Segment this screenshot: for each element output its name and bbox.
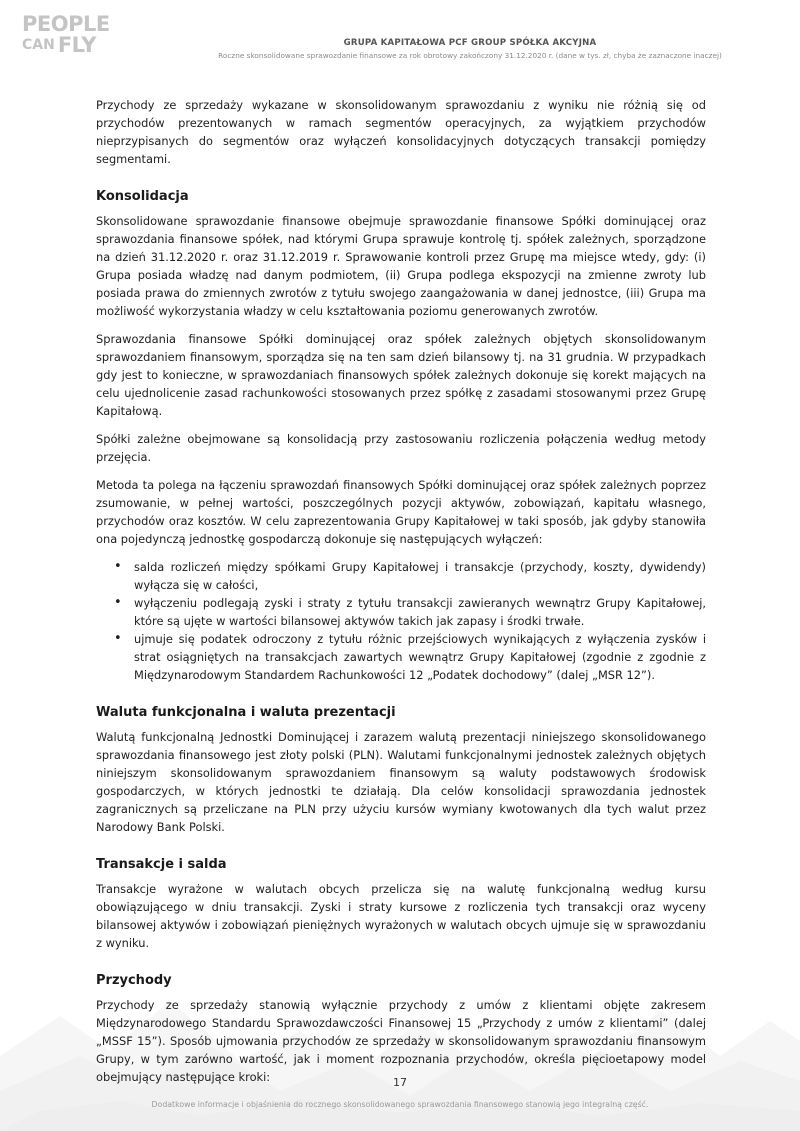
page-footer: Dodatkowe informacje i objaśnienia do rocznego skonsolidowanego sprawozdania finansowego stanowią jego integralną część.: [151, 1100, 649, 1109]
paragraph: Walutą funkcjonalną Jednostki Dominującej i zarazem walutą prezentacji niniejszego skonsolidowanego sprawozdania finansowego jest złoty polski (PLN). Walutami funkcjonalnymi jednostek zależnych objętych niniejszym skonsolidowanym sprawozdaniem finansowym są waluty podstawowych środowisk gospodarczych, w których jednostki te działają. Dla celów konsolidacji sprawozdania jednostek zagranicznych są przeliczane na PLN przy użyciu kursów wymiany kwotowanych dla tych walut przez Narodowy Bank Polski.: [96, 730, 706, 834]
list-item: • ujmuje się podatek odroczony z tytułu różnic przejściowych wynikających z wyłączenia zysków i strat osiągniętych na transakcjach zawartych wewnątrz Grupy Kapitałowej (zgodnie z zgodnie z Międzynarodowym Standardem Rachunkowości 12 „Podatek dochodowy” (dalej „MSR 12”).: [134, 630, 706, 684]
company-name: GRUPA KAPITAŁOWA PCF GROUP SPÓŁKA AKCYJNA: [343, 38, 597, 48]
section-heading-revenue: Przychody: [96, 973, 172, 988]
paragraph: Metoda ta polega na łączeniu sprawozdań finansowych Spółki dominującej oraz spółek zależnych poprzez zsumowanie, w pełnej wartości, poszczególnych pozycji aktywów, zobowiązań, kapitału własnego, przychodów oraz kosztów. W celu zaprezentowania Grupy Kapitałowej w taki sposób, jak gdyby stanowiła ona pojedynczą jednostkę gospodarczą dokonuje się następujących wyłączeń:: [96, 478, 706, 546]
logo-line-3: FLY: [57, 33, 96, 57]
section-heading-transactions: Transakcje i salda: [96, 857, 227, 872]
paragraph: Przychody ze sprzedaży stanowią wyłącznie przychody z umów z klientami objęte zakresem Międzynarodowego Standardu Sprawozdawczości Finansowej 15 „Przychody z umów z klientami” (dalej „MSSF 15”). Sposób ujmowania przychodów ze sprzedaży w skonsolidowanym sprawozdaniu finansowym Grupy, w tym zarówno wartość, jak i moment rozpoznania przychodów, określa pięcioetapowy model obejmujący następujące kroki:: [96, 998, 706, 1084]
list-item: • wyłączeniu podlegają zyski i straty z tytułu transakcji zawieranych wewnątrz Grupy Kapitałowej, które są ujęte w wartości bilansowej aktywów takich jak zapasy i środki trwałe.: [134, 594, 706, 630]
page-number: 17: [393, 1076, 407, 1089]
elimination-list: [96, 558, 706, 684]
section-heading-currency: Waluta funkcjonalna i waluta prezentacji: [96, 705, 396, 720]
paragraph: Sprawozdania finansowe Spółki dominującej oraz spółek zależnych objętych skonsolidowanym sprawozdaniem finansowym, sporządza się na ten sam dzień bilansowy tj. na 31 grudnia. W przypadkach gdy jest to konieczne, w sprawozdaniach finansowych spółek zależnych dokonuje się korekt mających na celu ujednolicenie zasad rachunkowości stosowanych przez spółkę z zasadami stosowanymi przez Grupę Kapitałową.: [96, 332, 706, 418]
intro-paragraph: Przychody ze sprzedaży wykazane w skonsolidowanym sprawozdaniu z wyniku nie różnią się od przychodów prezentowanych w ramach segmentów operacyjnych, za wyjątkiem przychodów nieprzypisanych do segmentów oraz wyłączeń konsolidacyjnych dotyczących transakcji pomiędzy segmentami.: [96, 98, 706, 166]
section-heading-consolidation: Konsolidacja: [96, 189, 189, 204]
paragraph: Spółki zależne obejmowane są konsolidacją przy zastosowaniu rozliczenia połączenia według metody przejęcia.: [96, 432, 706, 464]
report-subtitle: Roczne skonsolidowane sprawozdanie finansowe za rok obrotowy zakończony 31.12.2020 r. (dane w tys. zł, chyba że zaznaczone inaczej): [218, 51, 722, 60]
paragraph: Skonsolidowane sprawozdanie finansowe obejmuje sprawozdanie finansowe Spółki dominującej oraz sprawozdania finansowe spółek, nad którymi Grupa sprawuje kontrolę tj. spółek zależnych, sporządzone na dzień 31.12.2020 r. oraz 31.12.2019 r. Sprawowanie kontroli przez Grupę ma miejsce wtedy, gdy: (i) Grupa posiada władzę nad danym podmiotem, (ii) Grupa podlega ekspozycji na zmienne zwroty lub posiada prawa do zmiennych zwrotów z tytułu swojego zaangażowania w danej jednostce, (iii) Grupa ma możliwość wykorzystania władzy w celu kształtowania poziomu generowanych zwrotów.: [96, 214, 706, 318]
page-header: [180, 38, 760, 60]
document-body: [96, 96, 706, 1096]
company-logo: [22, 14, 110, 56]
logo-line-1: PEOPLE: [22, 12, 110, 36]
list-item: • salda rozliczeń między spółkami Grupy Kapitałowej i transakcje (przychody, koszty, dywidendy) wyłącza się w całości,: [134, 558, 706, 594]
paragraph: Transakcje wyrażone w walutach obcych przelicza się na walutę funkcjonalną według kursu obowiązującego w dniu transakcji. Zyski i straty kursowe z rozliczenia tych transakcji oraz wyceny bilansowej aktywów i zobowiązań pieniężnych wyrażonych w walutach obcych ujmuje się w sprawozdaniu z wyniku.: [96, 882, 706, 950]
logo-line-2: CAN: [22, 37, 55, 53]
